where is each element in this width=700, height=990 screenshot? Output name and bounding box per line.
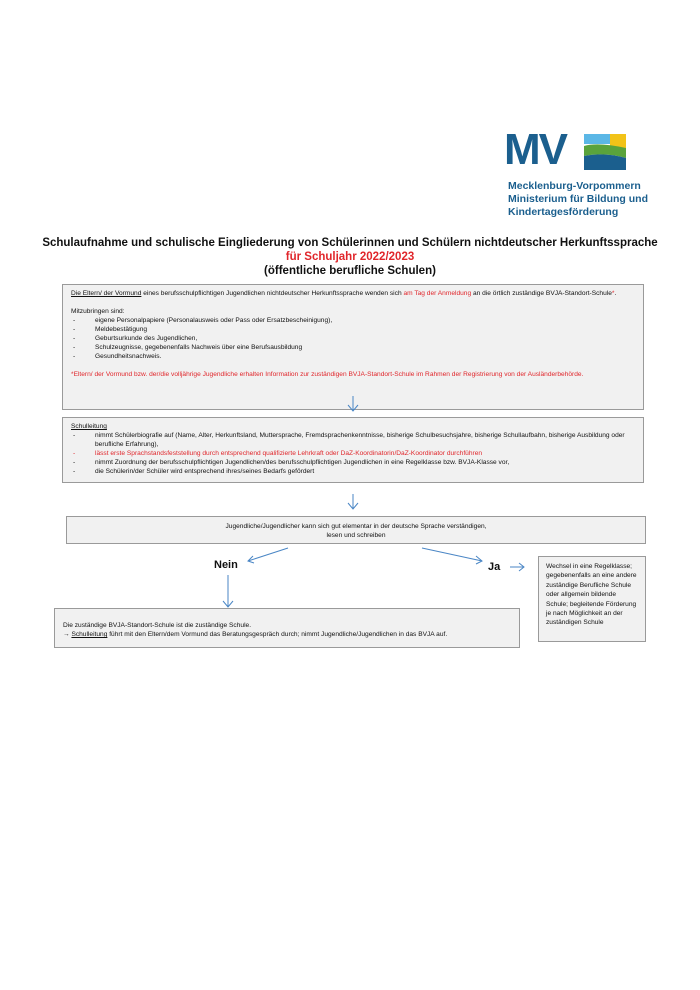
list-item: - lässt erste Sprachstandsfeststellung durch entsprechend qualifizierte Lehrkraft oder DaZ-Koordinatorin/DaZ-Koordinator durchführen <box>71 449 635 458</box>
logo-line-department: Kindertagesförderung <box>508 206 619 218</box>
logo-mv-mark: MV <box>504 125 566 174</box>
registration-footnote: *Eltern/ der Vormund bzw. der/die volljährige Jugendliche erhalten Information zur zuständigen BVJA-Standort-Schule im Rahmen der Registrierung von der Ausländerbehörde. <box>71 371 584 378</box>
documents-label: Mitzubringen sind: <box>71 308 125 315</box>
registration-text-part1: eines berufsschulpflichtigen Jugendlichen nichtdeutscher Herkunftssprache wenden sich <box>141 290 404 297</box>
bvja-line2-text: führt mit den Eltern/dem Vormund das Beratungsgespräch durch; nimmt Jugendliche/Jugendlichen in das BVJA auf. <box>107 631 448 638</box>
bvja-subject: Schulleitung <box>71 631 108 638</box>
logo-line-state: Mecklenburg-Vorpommern <box>508 180 641 192</box>
list-item: - Meldebestätigung <box>71 325 635 334</box>
title-school-year: für Schuljahr 2022/2023 <box>285 251 415 263</box>
list-item: - nimmt Schülerbiografie auf (Name, Alter, Herkunftsland, Muttersprache, Fremdsprachenkenntnisse, bisherige Schulbesuchsjahre, bisherige Schullaufbahn, bisherige Ausbildung oder berufliche Erfahrung), <box>71 431 635 449</box>
arrow-right-icon <box>510 563 524 571</box>
arrow-down-icon <box>348 494 358 509</box>
bvja-line1: Die zuständige BVJA-Standort-Schule ist die zuständige Schule. <box>63 622 252 629</box>
branch-yes-label: Ja <box>488 561 501 573</box>
arrow-right-icon: → <box>63 631 72 638</box>
list-item: - Geburtsurkunde des Jugendlichen, <box>71 334 635 343</box>
registration-highlight: am Tag der Anmeldung <box>403 290 472 297</box>
school-management-heading: Schulleitung <box>71 423 107 430</box>
list-item: - die Schülerin/der Schüler wird entsprechend ihres/seines Bedarfs gefördert <box>71 467 635 476</box>
registration-end: . <box>614 290 617 297</box>
arrow-down-left-icon <box>248 548 288 563</box>
branch-no-label: Nein <box>214 559 238 571</box>
question-line2: lesen und schreiben <box>326 532 386 539</box>
title-main: Schulaufnahme und schulische Eingliederung von Schülerinnen und Schülern nichtdeutscher Herkunftssprache <box>42 237 658 249</box>
arrow-down-right-icon <box>422 548 482 564</box>
list-item: - Schulzeugnisse, gegebenenfalls Nachweis über eine Berufsausbildung <box>71 343 635 352</box>
registration-text-part2: an die örtlich zuständige BVJA-Standort-Schule <box>471 290 612 297</box>
arrow-down-icon <box>223 575 233 607</box>
logo-line-ministry: Ministerium für Bildung und <box>508 193 648 205</box>
list-item: - Gesundheitsnachweis. <box>71 352 635 361</box>
list-item: - nimmt Zuordnung der berufsschulpflichtigen Jugendlichen/des berufsschulpflichtigen Jugendlichen in eine Regelklasse bzw. BVJA-Klasse vor, <box>71 458 635 467</box>
regular-class-box: Wechsel in eine Regelklasse; gegebenenfalls an eine andere zuständige Berufliche Schule oder allgemein bildende Schule; begleitende Förderung je nach Möglichkeit an der zuständigen Schule <box>538 556 646 642</box>
arrow-down-icon <box>348 396 358 411</box>
registration-star: * <box>611 290 615 297</box>
question-line1: Jugendliche/Jugendlicher kann sich gut elementar in der deutsche Sprache verständigen, <box>225 523 487 530</box>
title-school-type: (öffentliche berufliche Schulen) <box>264 265 436 277</box>
list-item: - eigene Personalpapiere (Personalausweis oder Pass oder Ersatzbescheinigung), <box>71 316 635 325</box>
registration-subject: Die Eltern/ der Vormund <box>71 290 142 297</box>
